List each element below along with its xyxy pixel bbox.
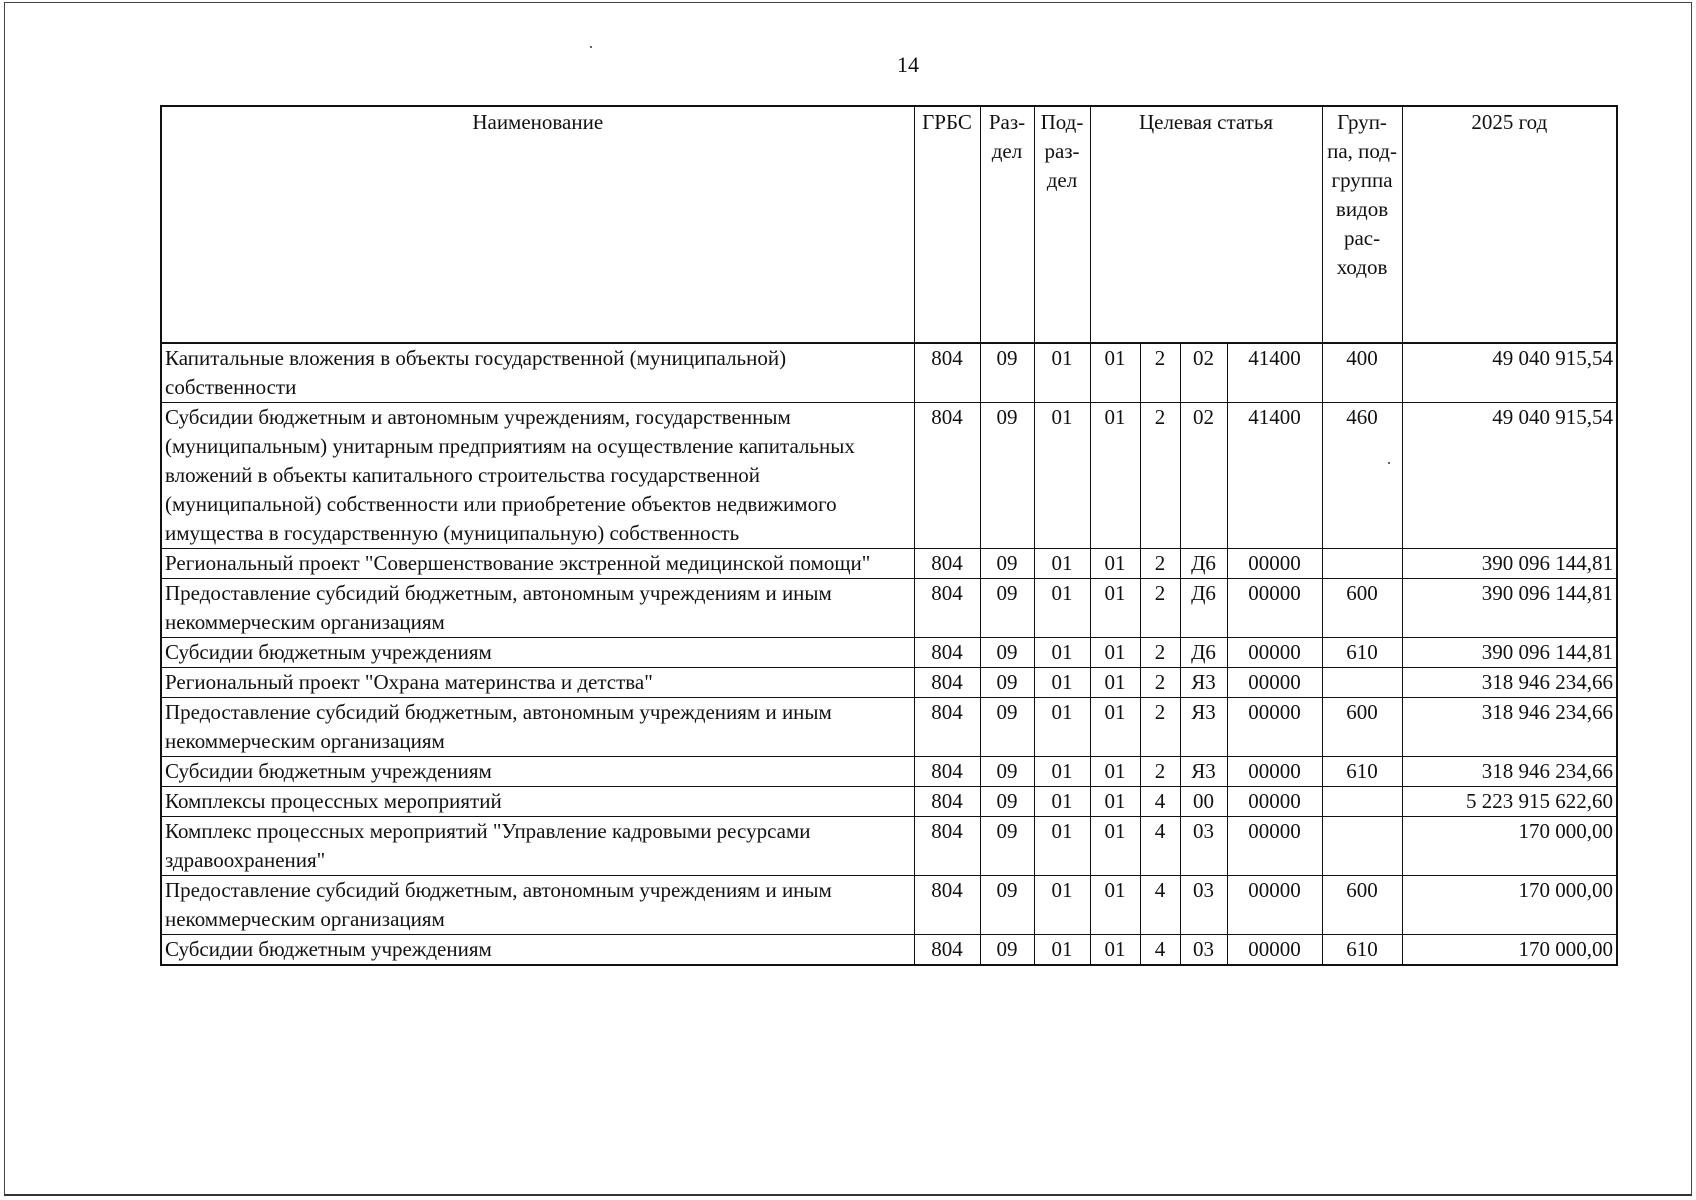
cell-expense-group: 400: [1322, 343, 1402, 403]
cell-name: Комплексы процессных мероприятий: [161, 787, 914, 817]
cell-amount-2025: 170 000,00: [1402, 817, 1617, 876]
page-number: 14: [897, 52, 919, 77]
cell-name: Предоставление субсидий бюджетным, автономным учреждениям и иным некоммерческим организациям: [161, 876, 914, 935]
cell-amount-2025: 390 096 144,81: [1402, 579, 1617, 638]
cell-amount-2025: 49 040 915,54: [1402, 403, 1617, 549]
cell-target-structure: Д6: [1180, 638, 1227, 668]
header-year: 2025 год: [1402, 106, 1617, 343]
cell-target-type: 2: [1140, 638, 1180, 668]
cell-podrazdel: 01: [1034, 668, 1090, 698]
table-row: [161, 817, 1617, 876]
cell-grbs: 804: [914, 668, 980, 698]
cell-name: Субсидии бюджетным учреждениям: [161, 757, 914, 787]
cell-podrazdel: 01: [1034, 817, 1090, 876]
table-row: [161, 638, 1617, 668]
cell-razdel: 09: [980, 668, 1034, 698]
cell-grbs: 804: [914, 403, 980, 549]
cell-target-structure: 02: [1180, 343, 1227, 403]
cell-name: Комплекс процессных мероприятий "Управление кадровыми ресурсами здравоохранения": [161, 817, 914, 876]
cell-amount-2025: 170 000,00: [1402, 935, 1617, 966]
header-podrazdel: Под- раз- дел: [1034, 106, 1090, 343]
cell-target-type: 2: [1140, 668, 1180, 698]
header-target: Целевая статья: [1090, 106, 1322, 343]
cell-target-type: 4: [1140, 935, 1180, 966]
table-row: [161, 668, 1617, 698]
cell-target-program: 01: [1090, 579, 1140, 638]
table-row: [161, 876, 1617, 935]
cell-expense-group: 460: [1322, 403, 1402, 549]
cell-target-program: 01: [1090, 638, 1140, 668]
cell-expense-group: 600: [1322, 579, 1402, 638]
cell-target-direction: 00000: [1227, 935, 1322, 966]
cell-razdel: 09: [980, 638, 1034, 668]
cell-name: Субсидии бюджетным учреждениям: [161, 935, 914, 966]
scan-border-bottom: [4, 1194, 1692, 1196]
cell-target-program: 01: [1090, 549, 1140, 579]
header-razdel: Раз- дел: [980, 106, 1034, 343]
cell-target-program: 01: [1090, 757, 1140, 787]
table-row: [161, 787, 1617, 817]
cell-amount-2025: 49 040 915,54: [1402, 343, 1617, 403]
cell-grbs: 804: [914, 549, 980, 579]
cell-razdel: 09: [980, 935, 1034, 966]
cell-expense-group: [1322, 668, 1402, 698]
cell-target-program: 01: [1090, 817, 1140, 876]
cell-target-type: 2: [1140, 343, 1180, 403]
cell-amount-2025: 5 223 915 622,60: [1402, 787, 1617, 817]
header-name: Наименование: [161, 106, 914, 343]
cell-grbs: 804: [914, 787, 980, 817]
cell-target-structure: Я3: [1180, 668, 1227, 698]
cell-razdel: 09: [980, 787, 1034, 817]
cell-target-direction: 41400: [1227, 343, 1322, 403]
cell-razdel: 09: [980, 698, 1034, 757]
table-row: [161, 935, 1617, 966]
cell-target-program: 01: [1090, 876, 1140, 935]
cell-amount-2025: 390 096 144,81: [1402, 549, 1617, 579]
cell-expense-group: [1322, 787, 1402, 817]
cell-razdel: 09: [980, 757, 1034, 787]
cell-podrazdel: 01: [1034, 935, 1090, 966]
cell-amount-2025: 318 946 234,66: [1402, 757, 1617, 787]
cell-amount-2025: 318 946 234,66: [1402, 698, 1617, 757]
cell-target-program: 01: [1090, 935, 1140, 966]
scan-speck: [590, 46, 592, 48]
cell-name: Региональный проект "Совершенствование экстренной медицинской помощи": [161, 549, 914, 579]
cell-podrazdel: 01: [1034, 698, 1090, 757]
table-row: [161, 343, 1617, 403]
cell-expense-group: 610: [1322, 935, 1402, 966]
cell-expense-group: [1322, 817, 1402, 876]
cell-podrazdel: 01: [1034, 549, 1090, 579]
cell-target-structure: Д6: [1180, 549, 1227, 579]
cell-target-program: 01: [1090, 403, 1140, 549]
cell-target-direction: 00000: [1227, 668, 1322, 698]
cell-amount-2025: 170 000,00: [1402, 876, 1617, 935]
cell-grbs: 804: [914, 579, 980, 638]
cell-grbs: 804: [914, 817, 980, 876]
cell-podrazdel: 01: [1034, 343, 1090, 403]
table-row: [161, 579, 1617, 638]
cell-grbs: 804: [914, 876, 980, 935]
cell-razdel: 09: [980, 403, 1034, 549]
cell-target-type: 2: [1140, 549, 1180, 579]
cell-target-type: 2: [1140, 579, 1180, 638]
cell-expense-group: 600: [1322, 876, 1402, 935]
header-grbs: ГРБС: [914, 106, 980, 343]
cell-target-program: 01: [1090, 343, 1140, 403]
cell-target-type: 4: [1140, 787, 1180, 817]
cell-amount-2025: 390 096 144,81: [1402, 638, 1617, 668]
cell-target-direction: 00000: [1227, 579, 1322, 638]
cell-target-structure: Я3: [1180, 698, 1227, 757]
cell-target-structure: 02: [1180, 403, 1227, 549]
cell-podrazdel: 01: [1034, 403, 1090, 549]
cell-razdel: 09: [980, 549, 1034, 579]
cell-target-type: 2: [1140, 698, 1180, 757]
table-row: [161, 757, 1617, 787]
cell-target-direction: 00000: [1227, 698, 1322, 757]
cell-target-structure: Я3: [1180, 757, 1227, 787]
cell-grbs: 804: [914, 698, 980, 757]
budget-table: [160, 105, 1618, 966]
cell-podrazdel: 01: [1034, 579, 1090, 638]
cell-amount-2025: 318 946 234,66: [1402, 668, 1617, 698]
cell-grbs: 804: [914, 343, 980, 403]
cell-target-type: 2: [1140, 403, 1180, 549]
table-row: [161, 698, 1617, 757]
cell-razdel: 09: [980, 817, 1034, 876]
cell-target-type: 2: [1140, 757, 1180, 787]
cell-target-type: 4: [1140, 817, 1180, 876]
cell-name: Субсидии бюджетным и автономным учреждениям, государственным (муниципальным) унитарным предприятиям на осуществление капитальных вложений в объекты капитального строительства государственной (муниципальной) собственности или приобретение объектов недвижимого имущества в государственную (муниципальную) собственность: [161, 403, 914, 549]
cell-target-program: 01: [1090, 698, 1140, 757]
cell-podrazdel: 01: [1034, 638, 1090, 668]
cell-name: Региональный проект "Охрана материнства и детства": [161, 668, 914, 698]
cell-target-program: 01: [1090, 787, 1140, 817]
table-row: [161, 403, 1617, 549]
table-row: [161, 549, 1617, 579]
cell-target-direction: 00000: [1227, 817, 1322, 876]
cell-name: Предоставление субсидий бюджетным, автономным учреждениям и иным некоммерческим организациям: [161, 579, 914, 638]
header-row: [161, 106, 1617, 343]
cell-grbs: 804: [914, 757, 980, 787]
cell-target-direction: 41400: [1227, 403, 1322, 549]
cell-expense-group: [1322, 549, 1402, 579]
cell-razdel: 09: [980, 343, 1034, 403]
cell-podrazdel: 01: [1034, 876, 1090, 935]
cell-target-direction: 00000: [1227, 638, 1322, 668]
cell-target-structure: 03: [1180, 817, 1227, 876]
cell-target-direction: 00000: [1227, 787, 1322, 817]
cell-target-direction: 00000: [1227, 549, 1322, 579]
cell-expense-group: 610: [1322, 757, 1402, 787]
cell-target-structure: 00: [1180, 787, 1227, 817]
cell-razdel: 09: [980, 876, 1034, 935]
cell-expense-group: 610: [1322, 638, 1402, 668]
cell-name: Капитальные вложения в объекты государственной (муниципальной) собственности: [161, 343, 914, 403]
cell-target-direction: 00000: [1227, 757, 1322, 787]
cell-name: Предоставление субсидий бюджетным, автономным учреждениям и иным некоммерческим организациям: [161, 698, 914, 757]
cell-target-type: 4: [1140, 876, 1180, 935]
cell-expense-group: 600: [1322, 698, 1402, 757]
cell-podrazdel: 01: [1034, 787, 1090, 817]
cell-target-structure: 03: [1180, 935, 1227, 966]
cell-target-program: 01: [1090, 668, 1140, 698]
cell-target-structure: 03: [1180, 876, 1227, 935]
cell-target-structure: Д6: [1180, 579, 1227, 638]
cell-name: Субсидии бюджетным учреждениям: [161, 638, 914, 668]
cell-grbs: 804: [914, 935, 980, 966]
cell-razdel: 09: [980, 579, 1034, 638]
cell-grbs: 804: [914, 638, 980, 668]
cell-podrazdel: 01: [1034, 757, 1090, 787]
cell-target-direction: 00000: [1227, 876, 1322, 935]
header-group: Груп- па, под- группа видов рас- ходов: [1322, 106, 1402, 343]
